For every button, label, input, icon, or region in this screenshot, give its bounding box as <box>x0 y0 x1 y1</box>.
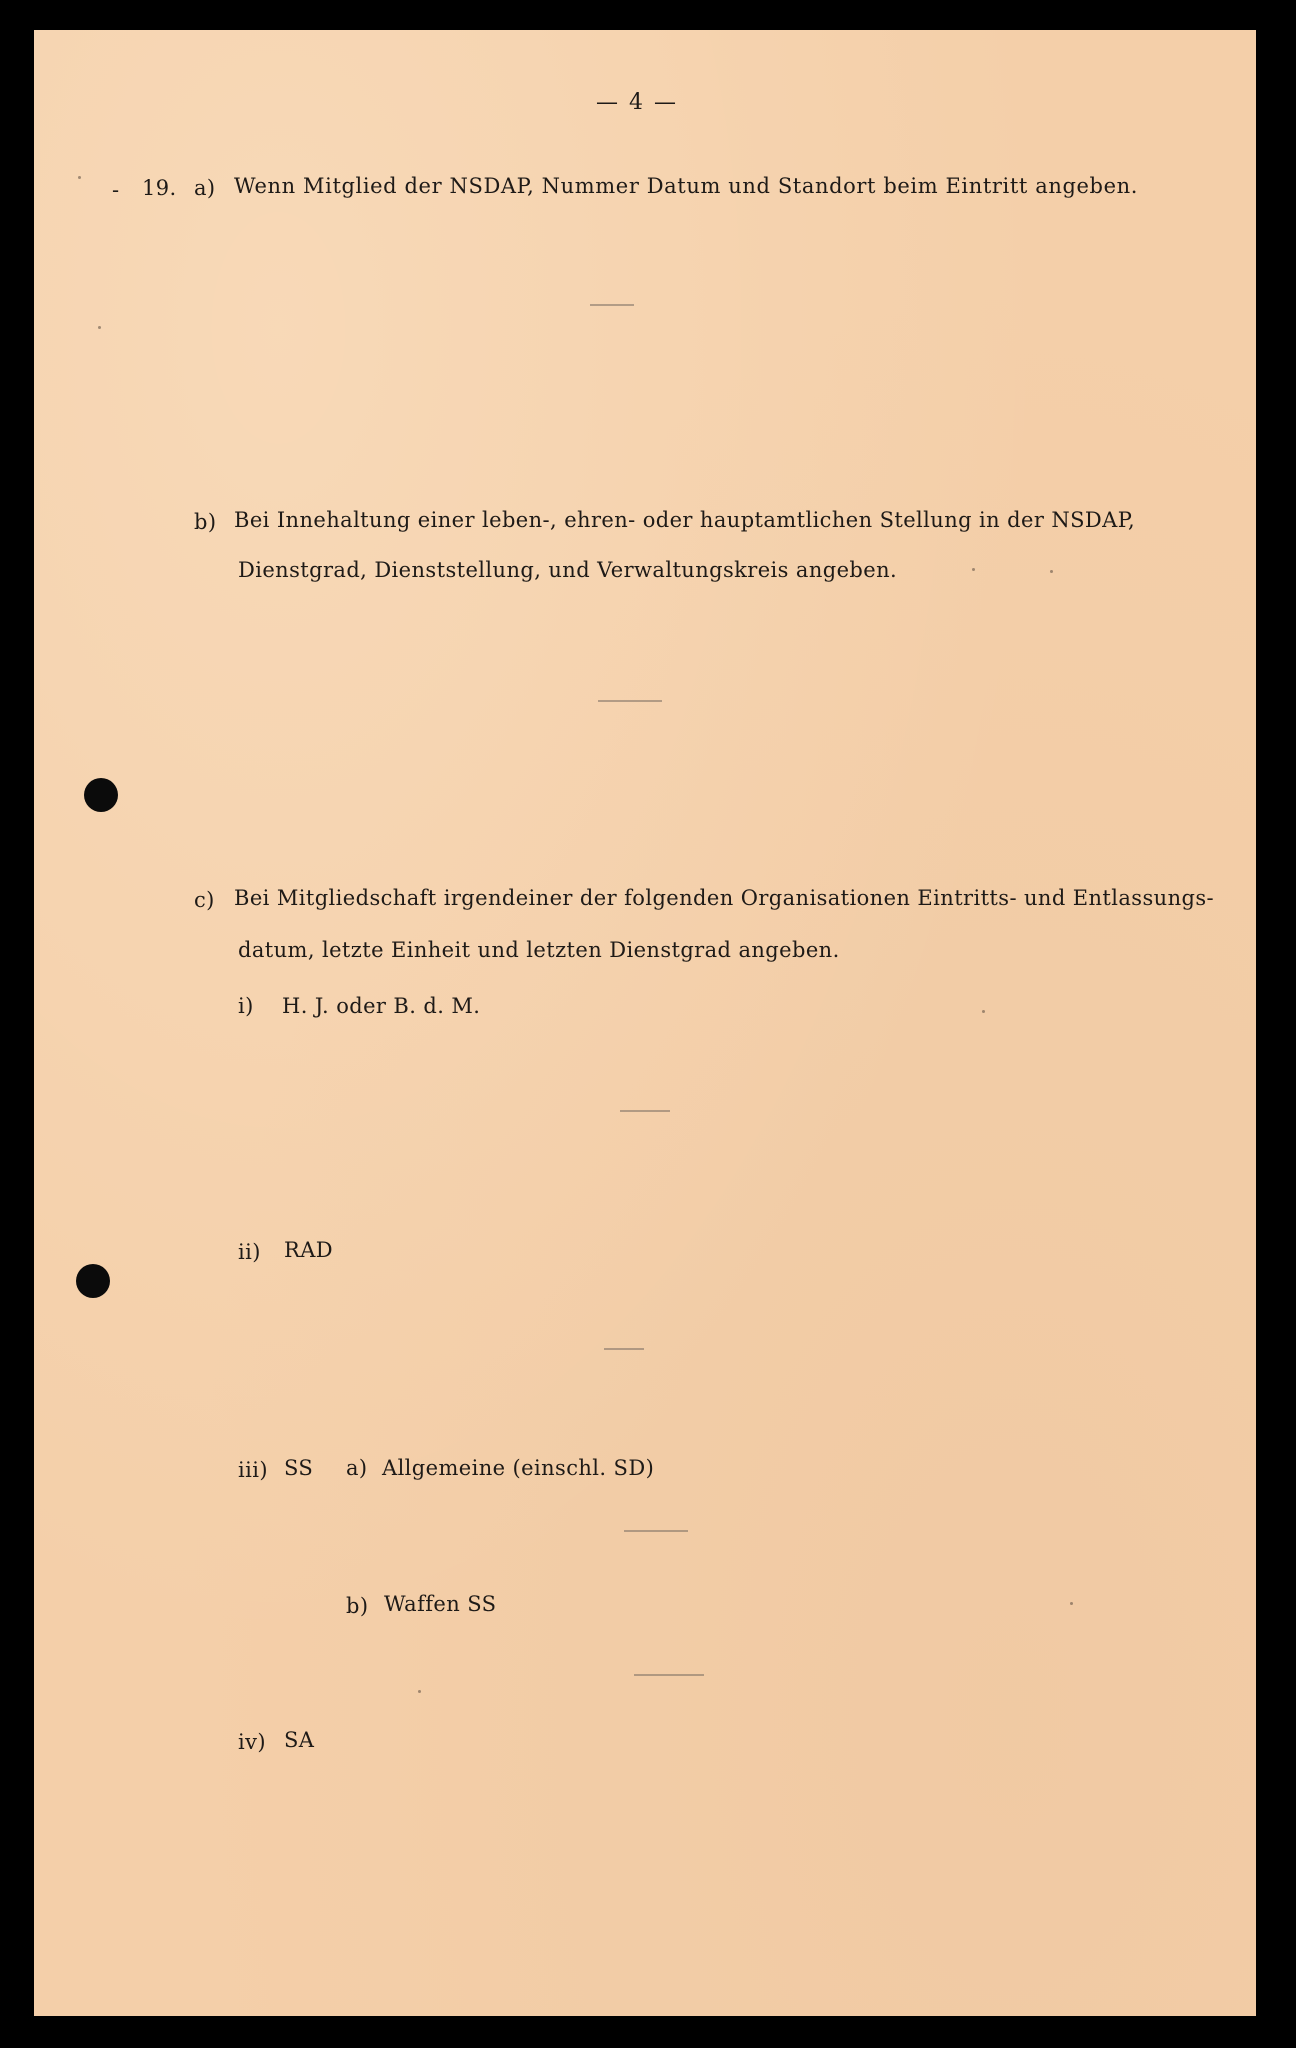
answer-dash <box>604 1348 644 1350</box>
paper-speck <box>972 568 975 571</box>
paper-speck <box>78 176 81 179</box>
paper-speck <box>418 1690 421 1693</box>
sub-item-iii-b-text: Waffen SS <box>384 1592 497 1616</box>
question-number: 19. <box>142 176 177 200</box>
sub-item-iii-a-label: a) <box>346 1456 368 1480</box>
paper-speck <box>982 1010 985 1013</box>
document-page <box>34 30 1256 2016</box>
answer-dash <box>624 1530 688 1532</box>
page-number: — 4 — <box>596 90 678 115</box>
answer-dash <box>634 1674 704 1676</box>
sub-item-i-text: H. J. oder B. d. M. <box>282 994 481 1018</box>
paper-speck <box>1070 1602 1073 1605</box>
answer-dash <box>620 1110 670 1112</box>
punch-hole <box>76 1264 110 1298</box>
sub-item-ii-label: ii) <box>238 1240 261 1264</box>
item-b-line1: Bei Innehaltung einer leben-, ehren- oder hauptamtlichen Stellung in der NSDAP, <box>234 508 1136 532</box>
sub-item-ii-text: RAD <box>284 1238 334 1262</box>
item-c-label: c) <box>194 888 215 912</box>
sub-item-iii-b-label: b) <box>346 1594 369 1618</box>
punch-hole <box>84 778 118 812</box>
paper-speck <box>1050 570 1053 573</box>
sub-item-i-label: i) <box>238 994 254 1018</box>
paper-speck <box>98 326 101 329</box>
answer-dash <box>598 700 662 702</box>
sub-item-iv-label: iv) <box>238 1730 266 1754</box>
question-prefix-mark: - <box>112 178 120 202</box>
item-b-line2: Dienstgrad, Dienststellung, und Verwaltungskreis angeben. <box>238 558 898 582</box>
sub-item-iii-label: iii) <box>238 1458 268 1482</box>
sub-item-iv-text: SA <box>284 1728 315 1752</box>
item-c-line1: Bei Mitgliedschaft irgendeiner der folgenden Organisationen Eintritts- und Entlassungs- <box>234 886 1215 910</box>
item-a-label: a) <box>194 176 216 200</box>
item-c-line2: datum, letzte Einheit und letzten Dienstgrad angeben. <box>238 938 840 962</box>
sub-item-iii-a-text: Allgemeine (einschl. SD) <box>382 1456 655 1480</box>
answer-dash <box>590 304 634 306</box>
item-a-text: Wenn Mitglied der NSDAP, Nummer Datum und Standort beim Eintritt angeben. <box>234 174 1139 198</box>
sub-item-iii-text: SS <box>284 1456 314 1480</box>
item-b-label: b) <box>194 510 217 534</box>
